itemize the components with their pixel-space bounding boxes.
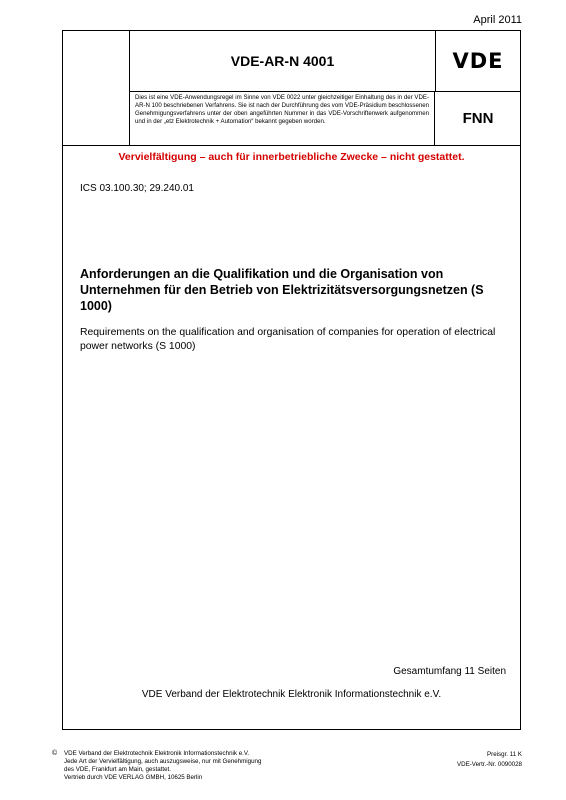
vde-logo [436, 31, 520, 92]
association-name: VDE Verband der Elektrotechnik Elektronik Informationstechnik e.V. [141, 689, 442, 700]
reproduction-notice: Vervielfältigung – auch für innerbetriebliche Zwecke – nicht gestattet. [118, 151, 465, 163]
total-pages: Gesamtumfang 11 Seiten [393, 666, 506, 677]
issue-date: April 2011 [473, 14, 522, 26]
document-frame [62, 30, 521, 730]
footer-line-3: des VDE, Frankfurt am Main, gestattet. [64, 766, 171, 773]
vde-logo-text: VDE [452, 49, 504, 73]
application-rule-description: Dies ist eine VDE-Anwendungsregel im Sinne von VDE 0022 unter gleichzeitiger Einhaltung des in der VDE-AR-N 100 beschriebenen Verfahrens. Sie ist nach der Durchführung des vom VDE-Präsidium beschlossenen Genehmigungsverfahrens unter der oben angeführten Nummer in das VDE-Vorschriftenwerk aufgenommen und in der „etz Elektrotechnik + Automation“ bekannt gegeben worden. [130, 92, 435, 145]
footer-line-1: VDE Verband der Elektrotechnik Elektronik Informationstechnik e.V. [64, 750, 250, 757]
header-blank-cell [63, 31, 130, 145]
ics-codes: ICS 03.100.30; 29.240.01 [80, 183, 194, 194]
price-group: Preisgr. 11 K [487, 751, 522, 758]
document-number: VDE-AR-N 4001 [130, 31, 436, 92]
fnn-label: FNN [462, 110, 494, 127]
order-number: VDE-Vertr.-Nr. 0090028 [457, 761, 522, 768]
footer-line-4: Vertrieb durch VDE VERLAG GMBH, 10625 Berlin [64, 774, 203, 781]
footer-order-info [457, 750, 522, 770]
copyright-icon: © [52, 750, 58, 757]
title-german: Anforderungen an die Qualifikation und die Organisation von Unternehmen für den Betrieb von Elektrizitätsversorgungsnetzen (S 1000) [80, 267, 484, 313]
footer-copyright [52, 750, 324, 782]
title-english: Requirements on the qualification and organisation of companies for operation of electrical power networks (S 1000) [80, 327, 496, 352]
document-header [63, 31, 520, 146]
footer-line-2: Jede Art der Vervielfältigung, auch auszugsweise, nur mit Genehmigung [64, 758, 262, 765]
